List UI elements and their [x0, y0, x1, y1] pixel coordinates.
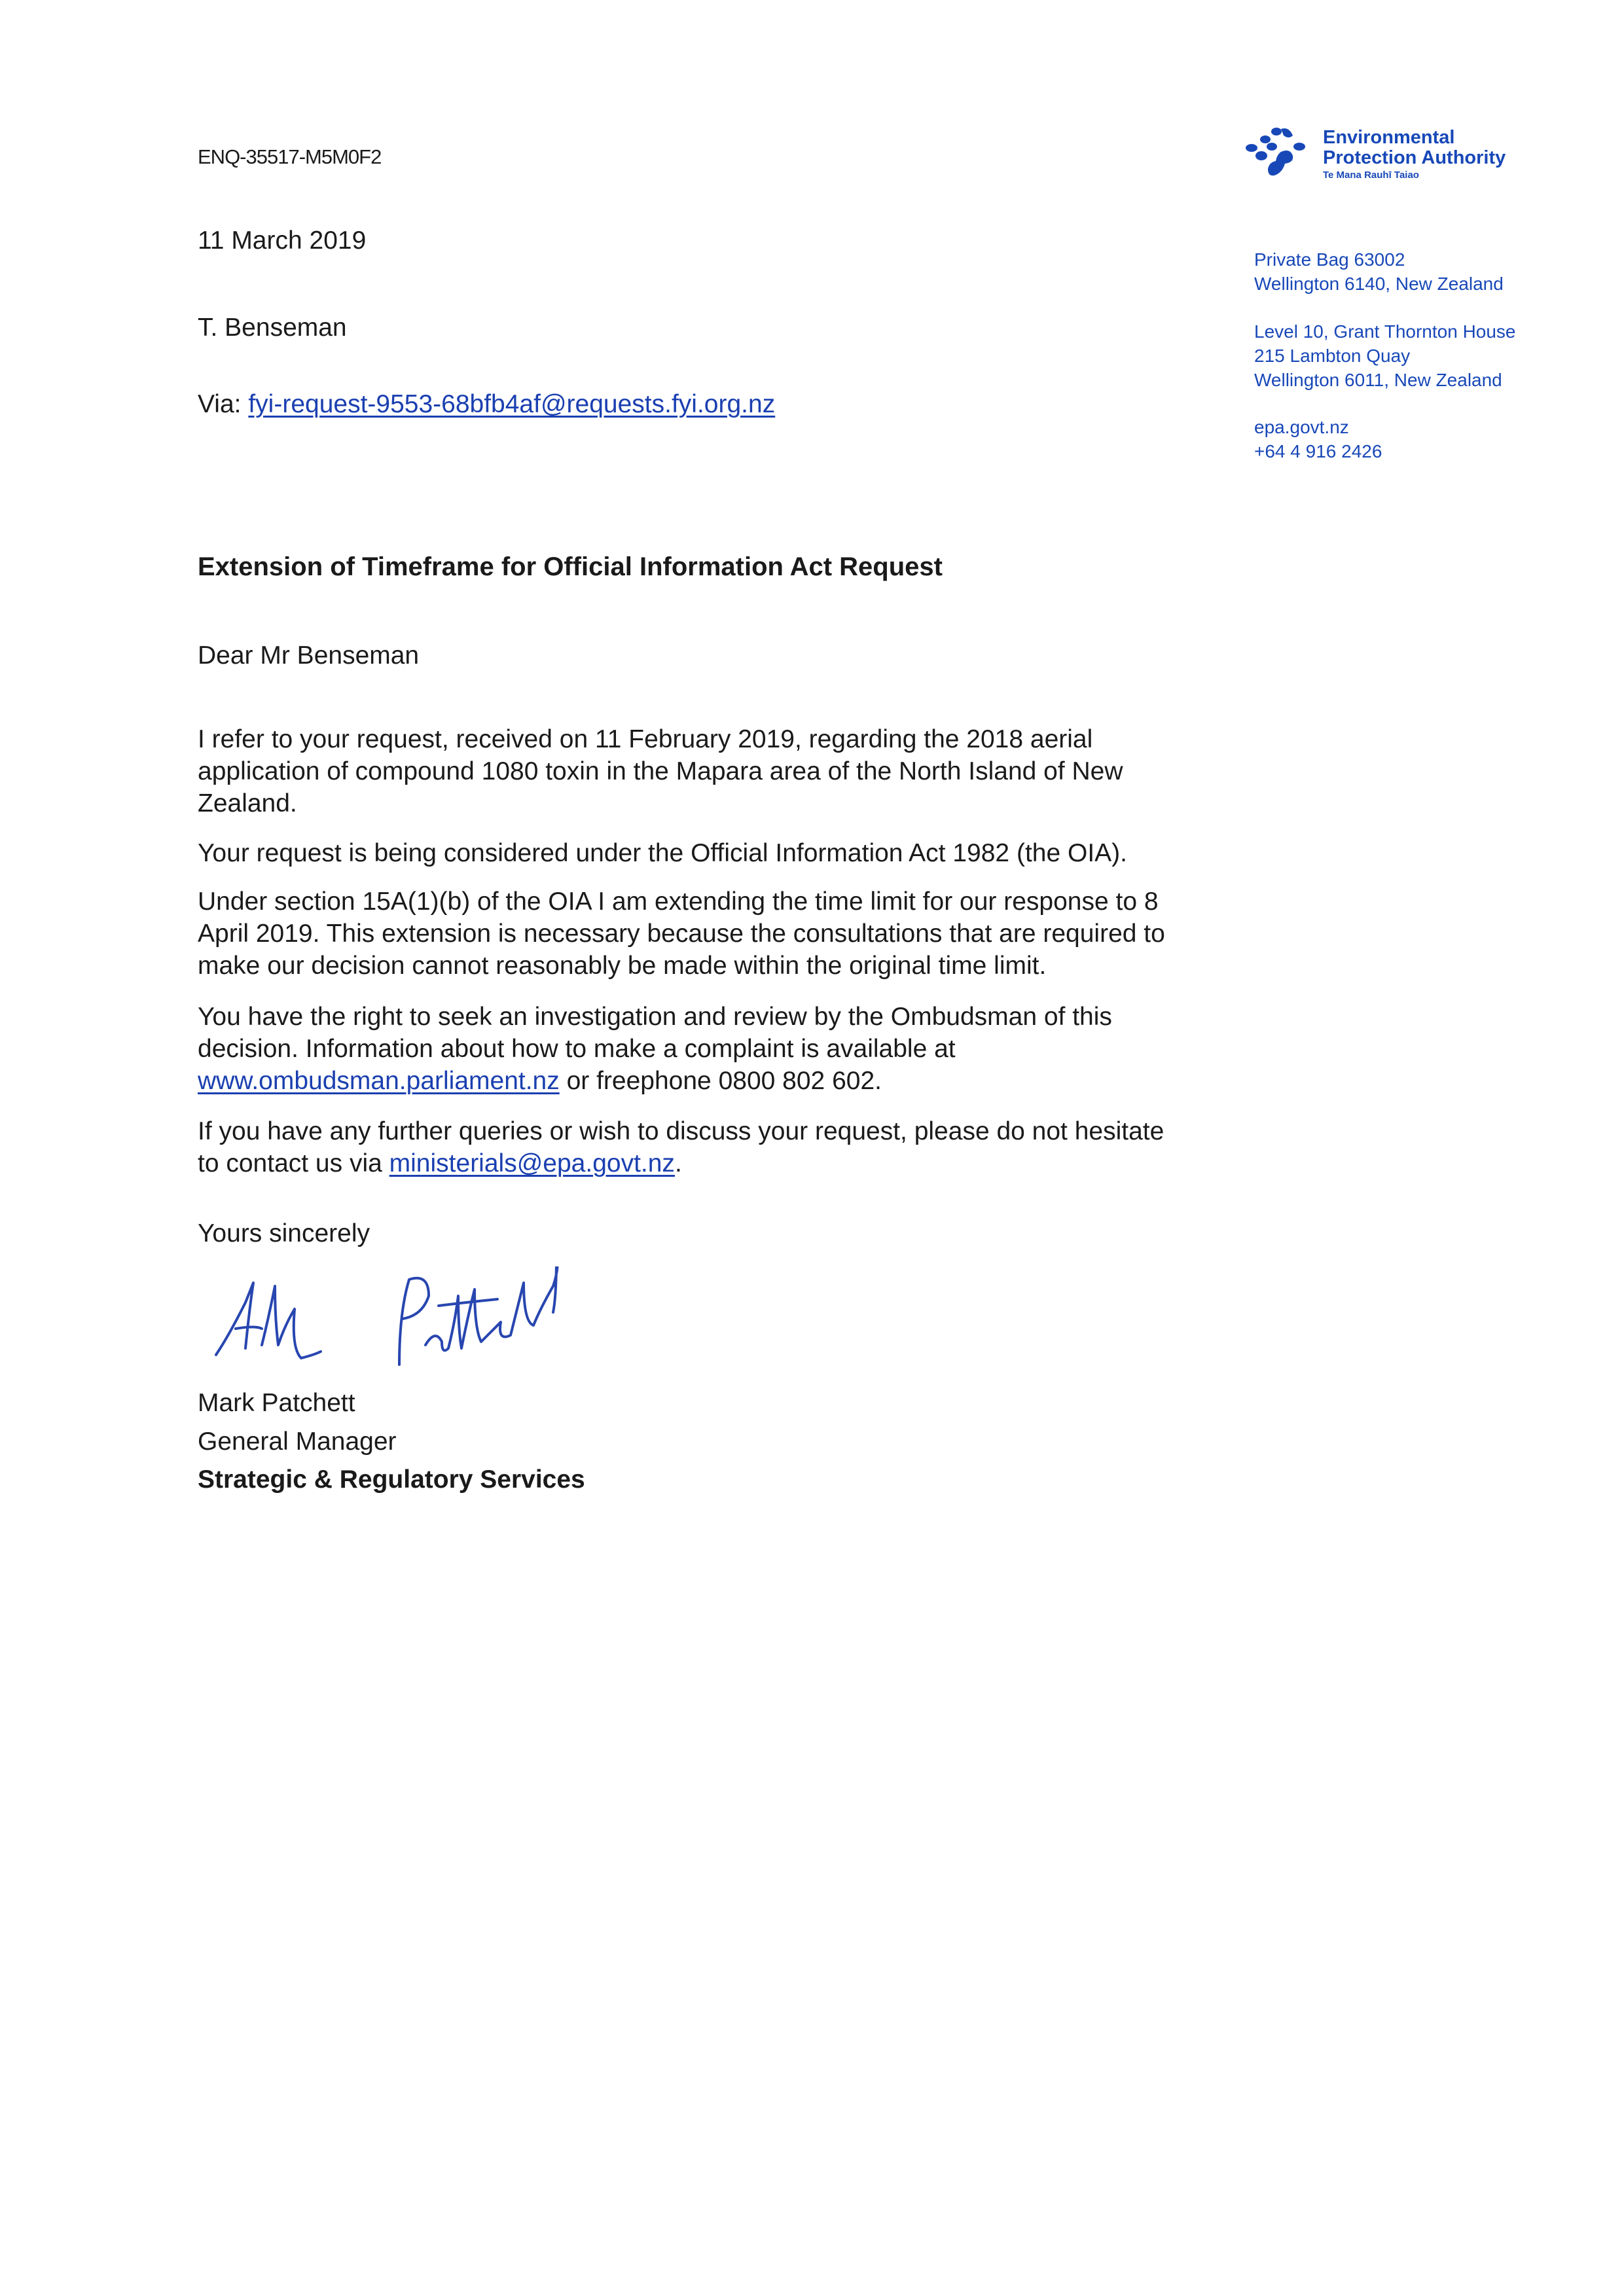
paragraph-line: April 2019. This extension is necessary because the consultations that are required to	[198, 920, 1165, 948]
postal-address	[1254, 247, 1504, 296]
paragraph-line: I refer to your request, received on 11 February 2019, regarding the 2018 aerial	[198, 725, 1093, 753]
letter-subject: Extension of Timeframe for Official Information Act Request	[198, 552, 943, 581]
paragraph-line: Under section 15A(1)(b) of the OIA I am extending the time limit for our response to 8	[198, 888, 1159, 916]
paragraph-consideration	[198, 837, 1127, 869]
closing: Yours sincerely	[198, 1219, 370, 1247]
logo-subtitle: Te Mana Rauhī Taiao	[1323, 170, 1419, 181]
recipient-name: T. Benseman	[198, 314, 347, 342]
paragraph-line: decision. Information about how to make a complaint is available at	[198, 1035, 956, 1063]
phone-number: +64 4 916 2426	[1254, 441, 1382, 461]
paragraph-request	[198, 723, 1123, 819]
freephone-text: or freephone 0800 802 602.	[559, 1067, 882, 1095]
contact-tail: .	[674, 1149, 682, 1177]
ombudsman-link[interactable]: www.ombudsman.parliament.nz	[198, 1067, 560, 1095]
paragraph-line: application of compound 1080 toxin in the Mapara area of the North Island of New	[198, 757, 1123, 785]
logo-name-line2: Protection Authority	[1323, 147, 1506, 168]
address-line: Private Bag 63002	[1254, 249, 1405, 270]
ministerials-email-link[interactable]: ministerials@epa.govt.nz	[389, 1149, 675, 1177]
epa-logo-icon	[1240, 126, 1312, 185]
reference-number: ENQ-35517-M5M0F2	[198, 145, 382, 168]
paragraph-line	[198, 1065, 1112, 1097]
address-line: Wellington 6140, New Zealand	[1254, 274, 1504, 294]
website: epa.govt.nz	[1254, 417, 1349, 437]
signatory-name: Mark Patchett	[198, 1389, 355, 1417]
via-label: Via:	[198, 390, 242, 418]
paragraph-line: If you have any further queries or wish to discuss your request, please do not hesitate	[198, 1117, 1164, 1145]
address-line: 215 Lambton Quay	[1254, 346, 1411, 366]
paragraph-contact	[198, 1115, 1164, 1179]
contact-lead: to contact us via	[198, 1149, 389, 1177]
paragraph-line: You have the right to seek an investigation and review by the Ombudsman of this	[198, 1003, 1112, 1031]
via-line	[198, 388, 775, 420]
contact-details	[1254, 415, 1382, 463]
signatory-title: General Manager	[198, 1427, 397, 1456]
salutation: Dear Mr Benseman	[198, 641, 420, 670]
address-line: Wellington 6011, New Zealand	[1254, 370, 1502, 390]
logo-name-line1: Environmental	[1323, 127, 1455, 148]
street-address	[1254, 319, 1516, 392]
signature-image	[209, 1266, 615, 1391]
paragraph-line: Your request is being considered under the Official Information Act 1982 (the OIA).	[198, 839, 1127, 867]
letter-date: 11 March 2019	[198, 226, 367, 255]
signatory-department: Strategic & Regulatory Services	[198, 1465, 585, 1494]
via-email-link[interactable]: fyi-request-9553-68bfb4af@requests.fyi.org.nz	[248, 390, 776, 418]
paragraph-ombudsman	[198, 1001, 1112, 1097]
paragraph-line: Zealand.	[198, 789, 297, 817]
paragraph-extension	[198, 886, 1165, 982]
paragraph-line	[198, 1147, 1164, 1179]
epa-logo	[1240, 126, 1528, 188]
paragraph-line: make our decision cannot reasonably be made within the original time limit.	[198, 952, 1047, 980]
address-line: Level 10, Grant Thornton House	[1254, 321, 1516, 342]
